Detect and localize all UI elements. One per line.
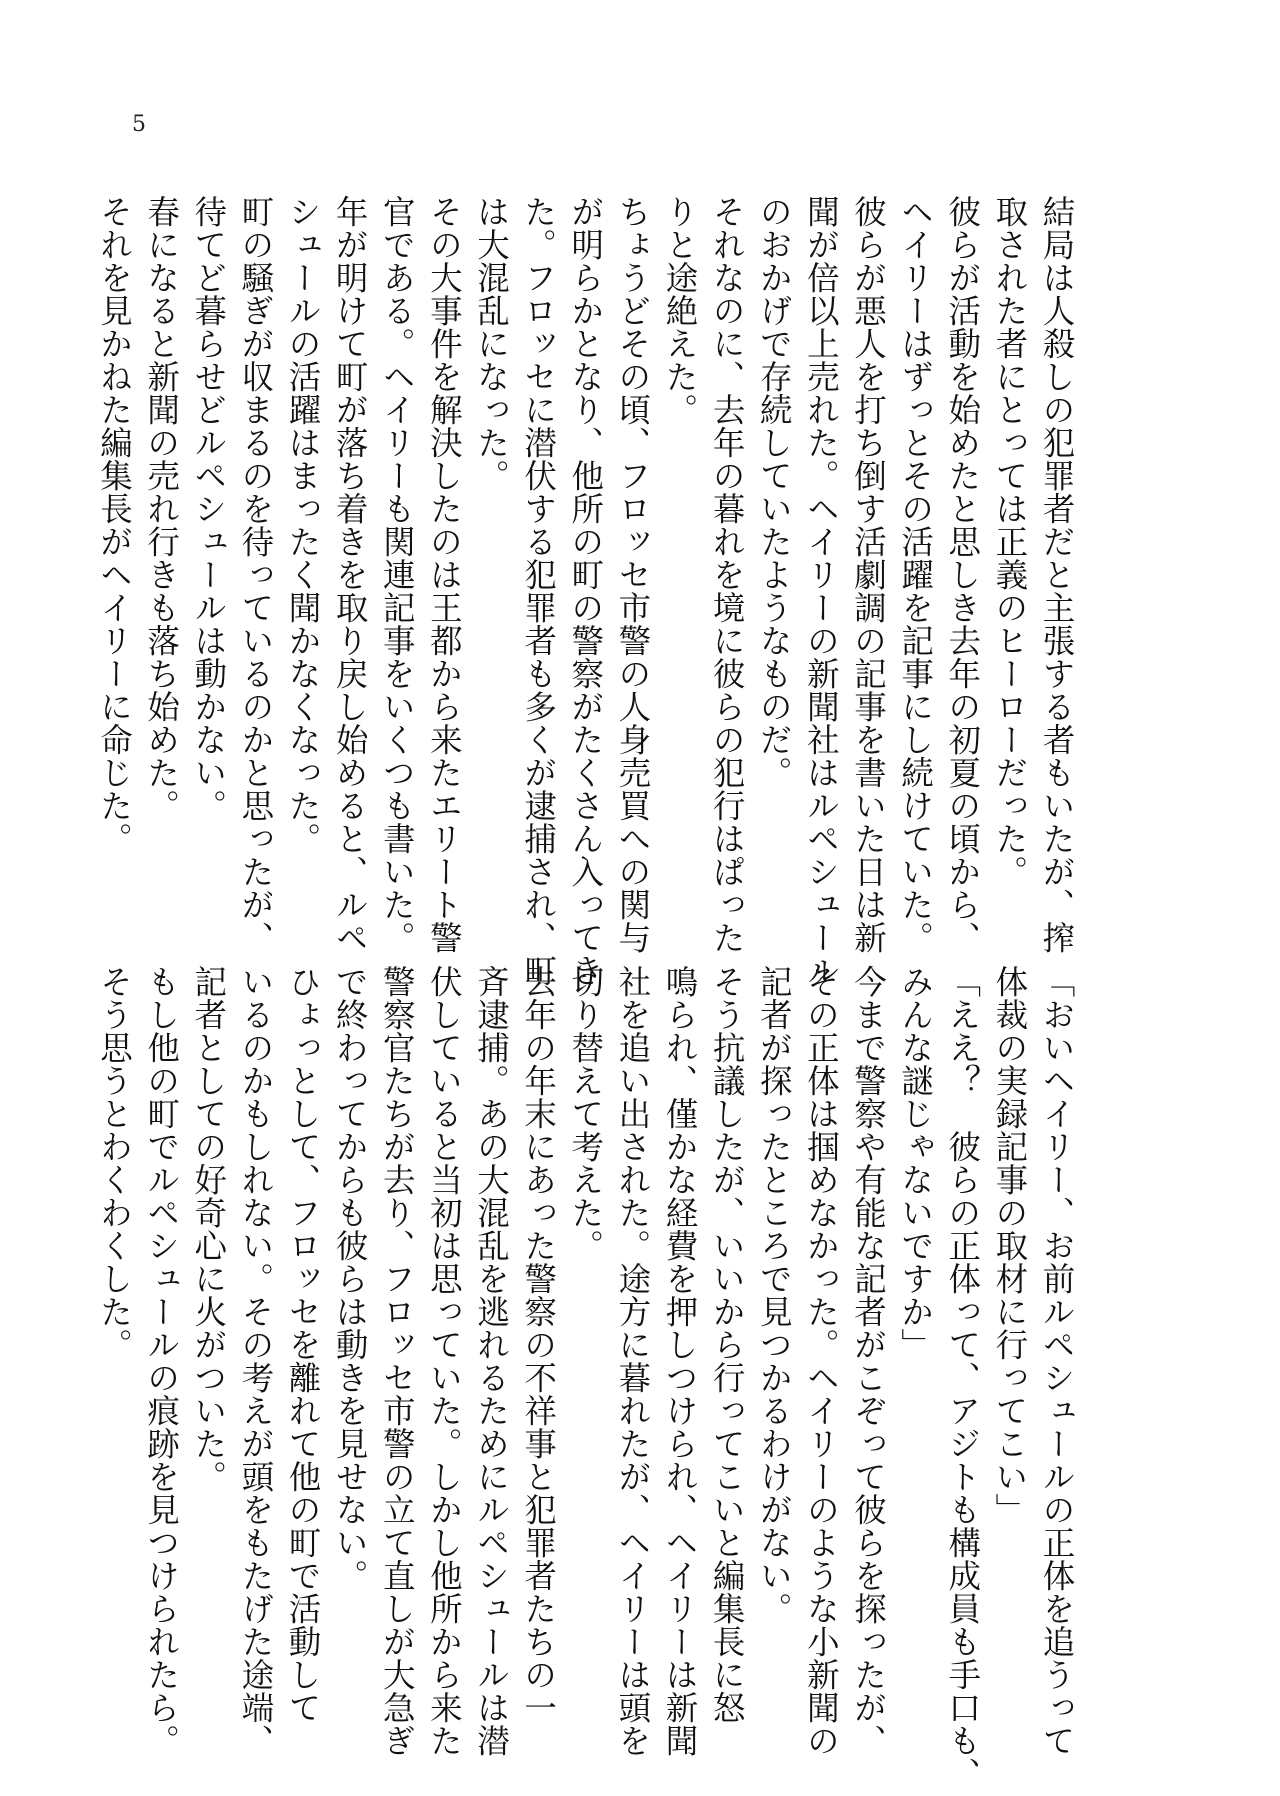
text-line: ちょうどその頃、フロッセ市警の人身売買への関与 [613, 195, 652, 954]
text-line: 取された者にとっては正義のヒーローだった。 [990, 195, 1029, 888]
text-line: 記者としての好奇心に火がついた。 [189, 965, 228, 1493]
text-line: その大事件を解決したのは王都から来たエリート警 [425, 195, 464, 954]
text-line: 伏していると当初は思っていた。しかし他所から来た [425, 965, 464, 1757]
text-line: 結局は人殺しの犯罪者だと主張する者もいたが、搾 [1038, 195, 1076, 954]
text-line: 切り替えて考えた。 [566, 965, 605, 1262]
text-line: それを見かねた編集長がヘイリーに命じた。 [95, 195, 134, 855]
text-line: た。フロッセに潜伏する犯罪者も多くが逮捕され、町 [519, 195, 558, 987]
text-line: 町の騒ぎが収まるのを待っているのかと思ったが、 [236, 195, 275, 954]
text-line: で終わってからも彼らは動きを見せない。 [331, 965, 370, 1592]
text-line: ヘイリーはずっとその活躍を記事にし続けていた。 [896, 195, 935, 954]
text-line: 彼らが悪人を打ち倒す活劇調の記事を書いた日は新 [849, 195, 888, 954]
text-line: ひょっとして、フロッセを離れて他の町で活動して [284, 965, 322, 1724]
text-line: それなのに、去年の暮れを境に彼らの犯行はぱった [708, 195, 747, 954]
text-line: そう思うとわくわくした。 [95, 965, 134, 1361]
text-line: 官である。ヘイリーも関連記事をいくつも書いた。 [378, 195, 417, 954]
text-line: 記者が探ったところで見つかるわけがない。 [755, 965, 794, 1625]
text-line: 斉逮捕。あの大混乱を逃れるためにルペシュールは潜 [472, 965, 511, 1757]
text-line: 去年の年末にあった警察の不祥事と犯罪者たちの一 [519, 965, 558, 1724]
text-line: 年が明けて町が落ち着きを取り戻し始めると、ルペ [331, 195, 370, 954]
text-line: 「おいヘイリー、お前ルペシュールの正体を追うって [1038, 965, 1076, 1757]
text-line: 聞が倍以上売れた。ヘイリーの新聞社はルペシュール [802, 195, 841, 987]
text-line: その正体は掴めなかった。ヘイリーのような小新聞の [802, 965, 841, 1757]
text-line: 社を追い出された。途方に暮れたが、ヘイリーは頭を [613, 965, 652, 1757]
text-line: りと途絶えた。 [661, 195, 699, 426]
text-line: 彼らが活動を始めたと思しき去年の初夏の頃から、 [943, 195, 982, 954]
text-line: 警察官たちが去り、フロッセ市警の立て直しが大急ぎ [378, 965, 417, 1757]
text-line: シュールの活躍はまったく聞かなくなった。 [284, 195, 322, 855]
text-line: 春になると新聞の売れ行きも落ち始めた。 [142, 195, 181, 822]
text-line: いるのかもしれない。その考えが頭をもたげた途端、 [236, 965, 275, 1757]
text-line: 「ええ？ 彼らの正体って、アジトも構成員も手口も、 [943, 965, 982, 1790]
text-line: 待てど暮らせどルペシュールは動かない。 [189, 195, 228, 822]
text-line: もし他の町でルペシュールの痕跡を見つけられたら。 [142, 965, 181, 1757]
text-line: みんな謎じゃないですか」 [896, 965, 935, 1361]
text-block-bottom [95, 965, 1080, 1790]
text-line: は大混乱になった。 [472, 195, 511, 492]
text-line: 体裁の実録記事の取材に行ってこい」 [990, 965, 1029, 1526]
text-block-top [95, 195, 1080, 987]
page-number: 5 [132, 112, 146, 137]
text-line: そう抗議したが、いいから行ってこいと編集長に怒 [708, 965, 747, 1724]
text-line: 今まで警察や有能な記者がこぞって彼らを探ったが、 [849, 965, 888, 1757]
text-line: が明らかとなり、他所の町の警察がたくさん入ってき [566, 195, 605, 987]
text-line: 鳴られ、僅かな経費を押しつけられ、ヘイリーは新聞 [661, 965, 699, 1757]
text-line: のおかげで存続していたようなものだ。 [755, 195, 794, 789]
